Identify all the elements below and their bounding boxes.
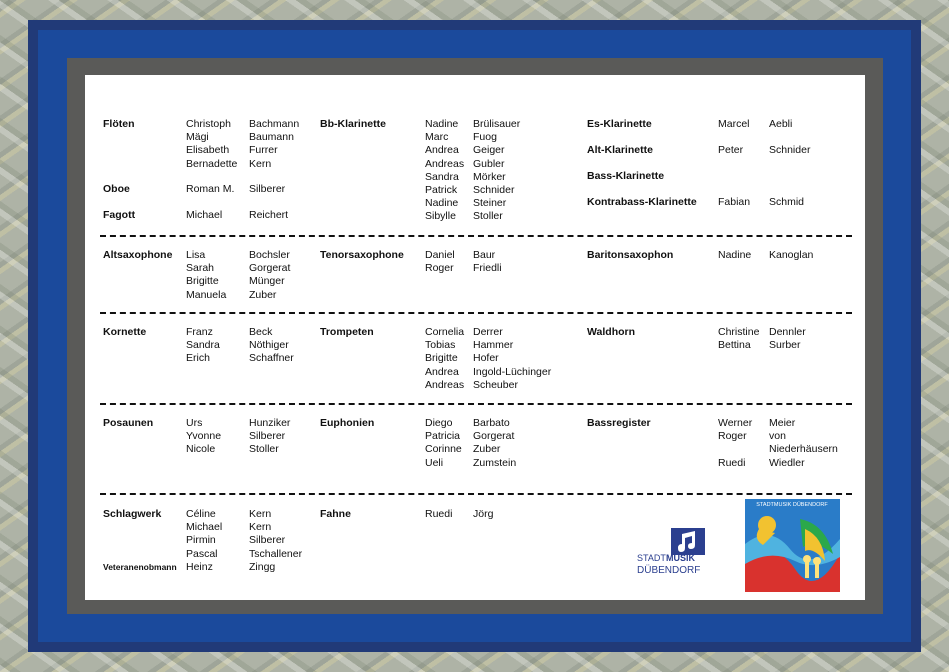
last-names: Schmid (769, 196, 805, 208)
first-names: Lisa Sarah Brigitte Manuela (186, 249, 227, 301)
first-names: Michael (186, 209, 223, 221)
first-names: Fabian (718, 196, 751, 208)
roster-sheet (85, 75, 865, 600)
last-names: Brülisauer Fuog Geiger Gubler Mörker Schnider Steiner Stoller (473, 118, 521, 223)
last-names: Silberer (249, 183, 286, 195)
instrument-label: Kontrabass-Klarinette (587, 196, 697, 208)
first-names: Céline Michael Pirmin Pascal Heinz (186, 508, 223, 573)
first-names: Peter (718, 144, 744, 156)
last-names: Kanoglan (769, 249, 814, 261)
stadtmusik-badge (745, 499, 840, 592)
last-names: Baur Friedli (473, 249, 502, 275)
music-note-icon (637, 528, 709, 576)
first-names: Roman M. (186, 183, 235, 195)
instrument-label: Waldhorn (587, 326, 636, 338)
last-names: Reichert (249, 209, 289, 221)
section-divider (100, 403, 852, 405)
last-names: Kern Kern Silberer Tschallener Zingg (249, 508, 303, 573)
last-names: Dennler Surber (769, 326, 806, 352)
last-names: Beck Nöthiger Schaffner (249, 326, 294, 365)
first-names: Werner Roger Ruedi (718, 417, 753, 469)
instrument-label: Baritonsaxophon (587, 249, 674, 261)
last-names: Hunziker Silberer Stoller (249, 417, 291, 456)
last-names: Schnider (769, 144, 811, 156)
instrument-label: Fahne (320, 508, 351, 520)
first-names: Diego Patricia Corinne Ueli (425, 417, 462, 469)
section-divider (100, 493, 852, 495)
first-names: Cornelia Tobias Brigitte Andrea Andreas (425, 326, 465, 391)
instrument-label: Trompeten (320, 326, 374, 338)
instrument-label: Alt-Klarinette (587, 144, 653, 156)
badge-text: STADTMUSIK DÜBENDORF (756, 502, 828, 508)
first-names: Franz Sandra Erich (186, 326, 220, 365)
first-names: Nadine (718, 249, 752, 261)
stadtmusik-logo (637, 528, 709, 576)
first-names: Christoph Mägi Elisabeth Bernadette (186, 118, 238, 170)
instrument-label: Es-Klarinette (587, 118, 652, 130)
last-names: Bachmann Baumann Furrer Kern (249, 118, 300, 170)
instrument-label: Posaunen (103, 417, 154, 429)
instrument-label: Altsaxophone (103, 249, 173, 261)
first-names: Ruedi (425, 508, 453, 520)
last-names: Jörg (473, 508, 494, 520)
last-names: Barbato Gorgerat Zuber Zumstein (473, 417, 517, 469)
brand-text-stadt: STADT (637, 553, 666, 563)
first-names: Christine Bettina (718, 326, 760, 352)
brand-text-musik: MUSIK (666, 553, 695, 563)
instrument-label: Flöten (103, 118, 135, 130)
instrument-label: Bassregister (587, 417, 651, 429)
instrument-label: Oboe (103, 183, 130, 195)
instrument-label: Fagott (103, 209, 136, 221)
last-names: Aebli (769, 118, 793, 130)
section-divider (100, 312, 852, 314)
last-names: Derrer Hammer Hofer Ingold-Lüchinger Scheuber (473, 326, 552, 391)
first-names: Marcel (718, 118, 750, 130)
instrument-label: Schlagwerk (103, 508, 162, 520)
instrument-label: Kornette (103, 326, 147, 338)
first-names: Urs Yvonne Nicole (186, 417, 222, 456)
first-names: Daniel Roger (425, 249, 455, 275)
first-names: Nadine Marc Andrea Andreas Sandra Patrick Nadine Sibylle (425, 118, 465, 223)
instrument-label: Bass-Klarinette (587, 170, 665, 182)
last-names: Bochsler Gorgerat Münger Zuber (249, 249, 291, 301)
last-names: Meier von Niederhäusern Wiedler (769, 417, 838, 469)
instrument-label: Bb-Klarinette (320, 118, 386, 130)
instrument-label: Tenorsaxophone (320, 249, 404, 261)
instrument-label: Veteranenobmann (103, 562, 177, 572)
section-divider (100, 235, 852, 237)
brand-text-dubendorf: DÜBENDORF (637, 565, 701, 576)
instrument-label: Euphonien (320, 417, 375, 429)
